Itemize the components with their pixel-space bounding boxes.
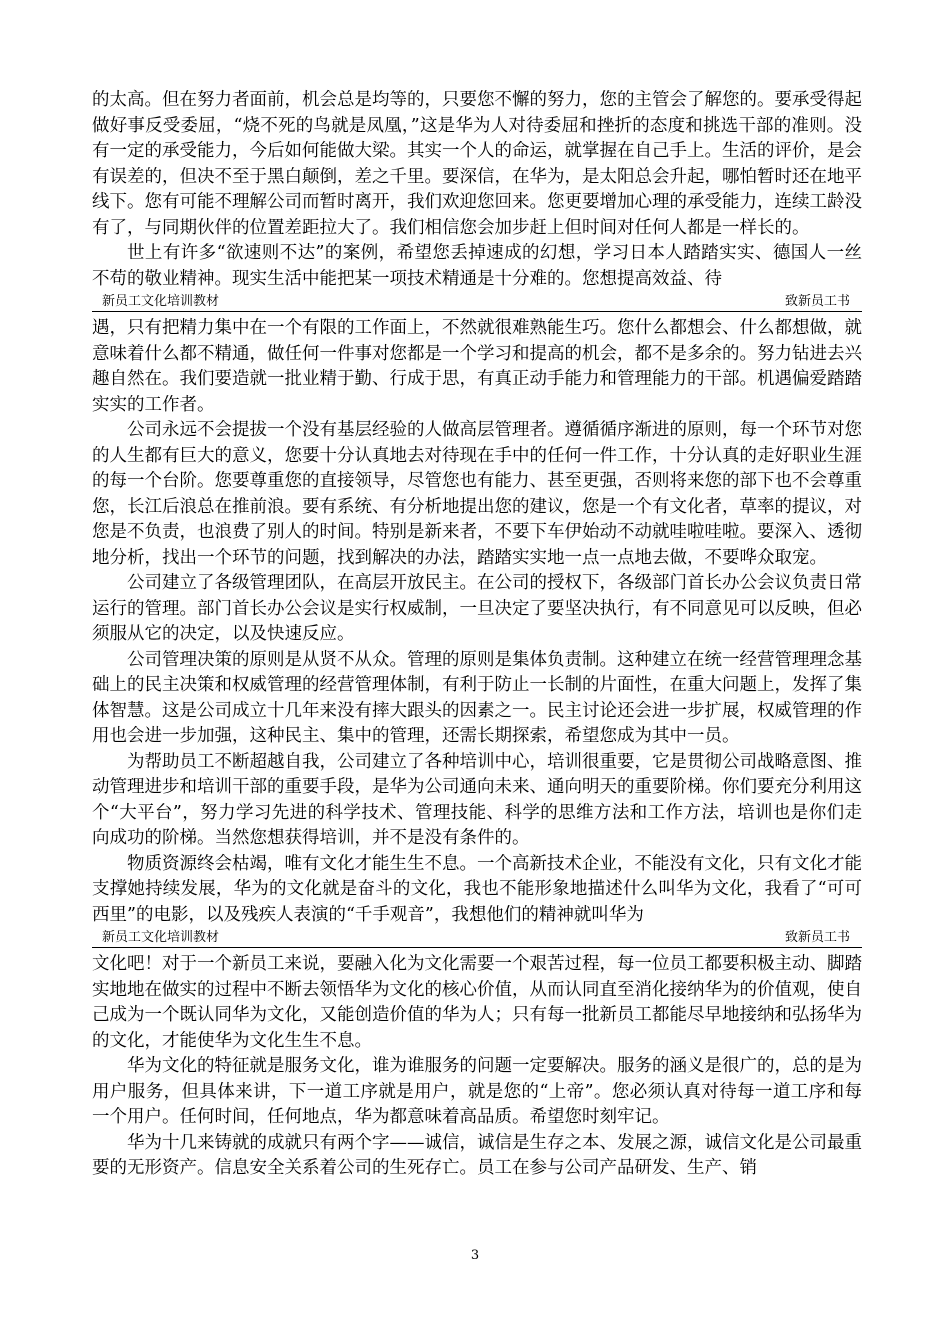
paragraph: 公司管理决策的原则是从贤不从众。管理的原则是集体负责制。这种建立在统一经营管理理念基础上的民主决策和权威管理的经营管理体制，有利于防止一长制的片面性，在重大问题上，发挥了集体智慧。这是公司成立十几年来没有摔大跟头的因素之一。民主讨论还会进一步扩展，权威管理的作用也会进一步加强，这种民主、集中的管理，还需长期探索，希望您成为其中一员。: [92, 649, 862, 746]
document-page: [92, 88, 862, 1182]
header-left-title: 新员工文化培训教材: [102, 930, 220, 945]
text-section-3: [92, 952, 862, 1182]
paragraph: 物质资源终会枯竭，唯有文化才能生生不息。一个高新技术企业，不能没有文化，只有文化才能支撑她持续发展，华为的文化就是奋斗的文化，我也不能形象地描述什么叫华为文化，我看了“可可西里”的电影，以及残疾人表演的“千手观音”，我想他们的精神就叫华为: [92, 853, 862, 925]
running-header: [92, 294, 862, 312]
page-number: 3: [470, 1248, 480, 1263]
paragraph: 的太高。但在努力者面前，机会总是均等的，只要您不懈的努力，您的主管会了解您的。要承受得起做好事反受委屈，“烧不死的鸟就是凤凰，”这是华为人对待委屈和挫折的态度和挑选干部的准则。没有一定的承受能力，今后如何能做大梁。其实一个人的命运，就掌握在自己手上。生活的评价，是会有误差的，但决不至于黑白颠倒，差之千里。要深信，在华为，是太阳总会升起，哪怕暂时还在地平线下。您有可能不理解公司而暂时离开，我们欢迎您回来。您更要增加心理的承受能力，连续工龄没有了，与同期伙伴的位置差距拉大了。我们相信您会加步赶上但时间对任何人都是一样长的。: [92, 90, 862, 238]
paragraph: 华为十几来铸就的成就只有两个字——诚信，诚信是生存之本、发展之源，诚信文化是公司最重要的无形资产。信息安全关系着公司的生死存亡。员工在参与公司产品研发、生产、销: [92, 1132, 862, 1178]
paragraph: 华为文化的特征就是服务文化，谁为谁服务的问题一定要解决。服务的涵义是很广的，总的是为用户服务，但具体来讲，下一道工序就是用户，就是您的“上帝”。您必须认真对待每一道工序和每一个用户。任何时间，任何地点，华为都意味着高品质。希望您时刻牢记。: [92, 1056, 862, 1127]
paragraph: 公司永远不会提拔一个没有基层经验的人做高层管理者。遵循循序渐进的原则，每一个环节对您的人生都有巨大的意义，您要十分认真地去对待现在手中的任何一件工作，十分认真的走好职业生涯的每一个台阶。您要尊重您的直接领导，尽管您也有能力、甚至更强，否则将来您的部下也不会尊重您，长江后浪总在推前浪。要有系统、有分析地提出您的建议，您是一个有文化者，草率的提议，对您是不负责，也浪费了别人的时间。特别是新来者，不要下车伊始动不动就哇啦哇啦。要深入、透彻地分析，找出一个环节的问题，找到解决的办法，踏踏实实地一点一点地去做，不要哗众取宠。: [92, 420, 862, 568]
header-left-title: 新员工文化培训教材: [102, 294, 220, 309]
paragraph: 公司建立了各级管理团队，在高层开放民主。在公司的授权下，各级部门首长办公会议负责日常运行的管理。部门首长办公会议是实行权威制，一旦决定了要坚决执行，有不同意见可以反映，但必须服从它的决定，以及快速反应。: [92, 573, 862, 644]
paragraph: 遇，只有把精力集中在一个有限的工作面上，不然就很难熟能生巧。您什么都想会、什么都想做，就意味着什么都不精通，做任何一件事对您都是一个学习和提高的机会，都不是多余的。努力钻进去兴趣自然在。我们要造就一批业精于勤、行成于思，有真正动手能力和管理能力的干部。机遇偏爱踏踏实实的工作者。: [92, 318, 862, 415]
paragraph: 世上有许多“欲速则不达”的案例，希望您丢掉速成的幻想，学习日本人踏踏实实、德国人一丝不苟的敬业精神。现实生活中能把某一项技术精通是十分难的。您想提高效益、待: [92, 243, 862, 289]
running-header: [92, 930, 862, 948]
text-section-1: [92, 88, 862, 292]
text-section-2: [92, 316, 862, 928]
paragraph: 文化吧！对于一个新员工来说，要融入化为文化需要一个艰苦过程，每一位员工都要积极主动、脚踏实地地在做实的过程中不断去领悟华为文化的核心价值，从而认同直至消化接纳华为的价值观，使自己成为一个既认同华为文化，又能创造价值的华为人；只有每一批新员工都能尽早地接纳和弘扬华为的文化，才能使华为文化生生不息。: [92, 954, 862, 1051]
header-right-title: 致新员工书: [784, 294, 850, 309]
paragraph: 为帮助员工不断超越自我，公司建立了各种培训中心，培训很重要，它是贯彻公司战略意图、推动管理进步和培训干部的重要手段，是华为公司通向未来、通向明天的重要阶梯。你们要充分利用这个“大平台”，努力学习先进的科学技术、管理技能、科学的思维方法和工作方法，培训也是你们走向成功的阶梯。当然您想获得培训，并不是没有条件的。: [92, 751, 862, 848]
header-right-title: 致新员工书: [784, 930, 850, 945]
